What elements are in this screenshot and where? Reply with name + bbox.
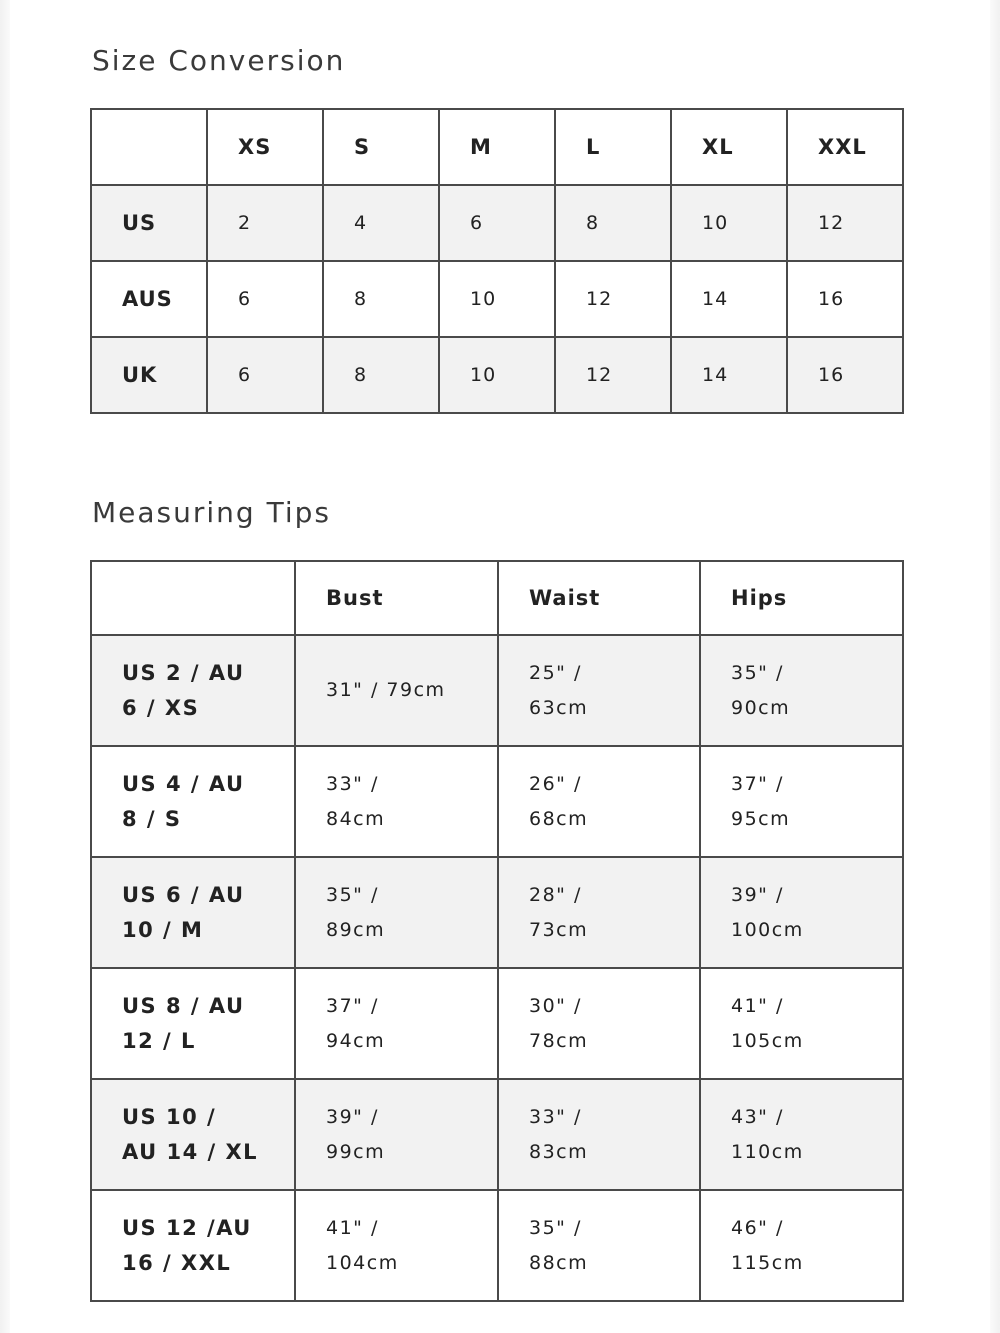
bust-line: 99cm <box>326 1140 386 1163</box>
table-row <box>91 185 903 261</box>
row-label <box>91 1190 295 1301</box>
measuring-tips-title: Measuring Tips <box>92 496 331 529</box>
size-header-cell: S <box>323 109 439 185</box>
waist-cell <box>498 857 700 968</box>
size-header-cell: XL <box>671 109 787 185</box>
table-cell: 4 <box>323 185 439 261</box>
hips-line: 115cm <box>731 1251 804 1274</box>
table-cell: 8 <box>555 185 671 261</box>
table-row <box>91 968 903 1079</box>
table-cell: 8 <box>323 337 439 413</box>
waist-cell <box>498 1190 700 1301</box>
size-header-cell: L <box>555 109 671 185</box>
waist-cell <box>498 1079 700 1190</box>
waist-cell <box>498 746 700 857</box>
bust-cell <box>295 635 498 746</box>
table-cell: 12 <box>555 261 671 337</box>
bust-line: 94cm <box>326 1029 386 1052</box>
table-row <box>91 337 903 413</box>
table-row <box>91 857 903 968</box>
hips-line: 43" / <box>731 1105 784 1128</box>
table-cell: 14 <box>671 261 787 337</box>
size-conversion-table <box>90 108 904 414</box>
table-row <box>91 746 903 857</box>
hips-cell <box>700 857 903 968</box>
hips-line: 95cm <box>731 807 791 830</box>
hips-line: 110cm <box>731 1140 804 1163</box>
waist-line: 30" / <box>529 994 582 1017</box>
bust-cell <box>295 746 498 857</box>
page-edge-left <box>0 0 10 1333</box>
row-label-line: 10 / M <box>122 917 204 942</box>
table-cell: 10 <box>439 261 555 337</box>
waist-line: 73cm <box>529 918 589 941</box>
waist-cell <box>498 635 700 746</box>
table-cell: 8 <box>323 261 439 337</box>
hips-line: 90cm <box>731 696 791 719</box>
bust-cell <box>295 968 498 1079</box>
hips-cell <box>700 746 903 857</box>
row-label-line: AU 14 / XL <box>122 1139 259 1164</box>
measuring-tips-table <box>90 560 904 1302</box>
table-cell: 6 <box>207 261 323 337</box>
hips-line: 39" / <box>731 883 784 906</box>
bust-cell <box>295 1190 498 1301</box>
waist-line: 35" / <box>529 1216 582 1239</box>
bust-line: 41" / <box>326 1216 379 1239</box>
table-row <box>91 1190 903 1301</box>
hips-cell <box>700 1190 903 1301</box>
waist-line: 83cm <box>529 1140 589 1163</box>
hips-line: 41" / <box>731 994 784 1017</box>
row-label <box>91 857 295 968</box>
row-label-line: US 4 / AU <box>122 771 245 796</box>
hips-line: 100cm <box>731 918 804 941</box>
table-cell: 12 <box>787 185 903 261</box>
tips-header-bust: Bust <box>295 561 498 635</box>
bust-line: 37" / <box>326 994 379 1017</box>
size-conversion-title: Size Conversion <box>92 44 346 77</box>
table-cell: 16 <box>787 261 903 337</box>
bust-line: 104cm <box>326 1251 399 1274</box>
table-cell: 10 <box>439 337 555 413</box>
page-edge-right <box>990 0 1000 1333</box>
waist-line: 33" / <box>529 1105 582 1128</box>
hips-line: 35" / <box>731 661 784 684</box>
hips-line: 46" / <box>731 1216 784 1239</box>
waist-line: 63cm <box>529 696 589 719</box>
hips-cell <box>700 968 903 1079</box>
tips-header-row <box>91 561 903 635</box>
tips-header-cell <box>91 561 295 635</box>
table-cell: 16 <box>787 337 903 413</box>
bust-line: 89cm <box>326 918 386 941</box>
waist-line: 78cm <box>529 1029 589 1052</box>
table-cell: 14 <box>671 337 787 413</box>
bust-line: 33" / <box>326 772 379 795</box>
table-cell: 10 <box>671 185 787 261</box>
size-header-cell: M <box>439 109 555 185</box>
bust-line: 84cm <box>326 807 386 830</box>
waist-line: 28" / <box>529 883 582 906</box>
hips-line: 37" / <box>731 772 784 795</box>
table-row <box>91 1079 903 1190</box>
row-label-line: US 6 / AU <box>122 882 245 907</box>
table-cell: 6 <box>439 185 555 261</box>
table-cell: 6 <box>207 337 323 413</box>
size-header-row <box>91 109 903 185</box>
row-label <box>91 746 295 857</box>
tips-header-waist: Waist <box>498 561 700 635</box>
size-header-cell <box>91 109 207 185</box>
bust-cell <box>295 857 498 968</box>
waist-line: 25" / <box>529 661 582 684</box>
size-header-cell: XS <box>207 109 323 185</box>
waist-line: 26" / <box>529 772 582 795</box>
row-label: UK <box>91 337 207 413</box>
row-label-line: US 10 / <box>122 1104 217 1129</box>
hips-cell <box>700 1079 903 1190</box>
table-row <box>91 635 903 746</box>
row-label <box>91 635 295 746</box>
table-cell: 12 <box>555 337 671 413</box>
row-label: AUS <box>91 261 207 337</box>
bust-line: 35" / <box>326 883 379 906</box>
row-label-line: US 8 / AU <box>122 993 245 1018</box>
bust-cell <box>295 1079 498 1190</box>
waist-line: 68cm <box>529 807 589 830</box>
hips-line: 105cm <box>731 1029 804 1052</box>
row-label-line: 8 / S <box>122 806 182 831</box>
row-label-line: 16 / XXL <box>122 1250 232 1275</box>
bust-line: 39" / <box>326 1105 379 1128</box>
row-label-line: US 12 /AU <box>122 1215 252 1240</box>
table-cell: 2 <box>207 185 323 261</box>
row-label <box>91 968 295 1079</box>
row-label-line: 12 / L <box>122 1028 196 1053</box>
row-label-line: US 2 / AU <box>122 660 245 685</box>
row-label <box>91 1079 295 1190</box>
waist-line: 88cm <box>529 1251 589 1274</box>
size-header-cell: XXL <box>787 109 903 185</box>
row-label: US <box>91 185 207 261</box>
table-row <box>91 261 903 337</box>
bust-line: 31" / 79cm <box>326 679 446 701</box>
hips-cell <box>700 635 903 746</box>
row-label-line: 6 / XS <box>122 695 200 720</box>
waist-cell <box>498 968 700 1079</box>
tips-header-hips: Hips <box>700 561 903 635</box>
